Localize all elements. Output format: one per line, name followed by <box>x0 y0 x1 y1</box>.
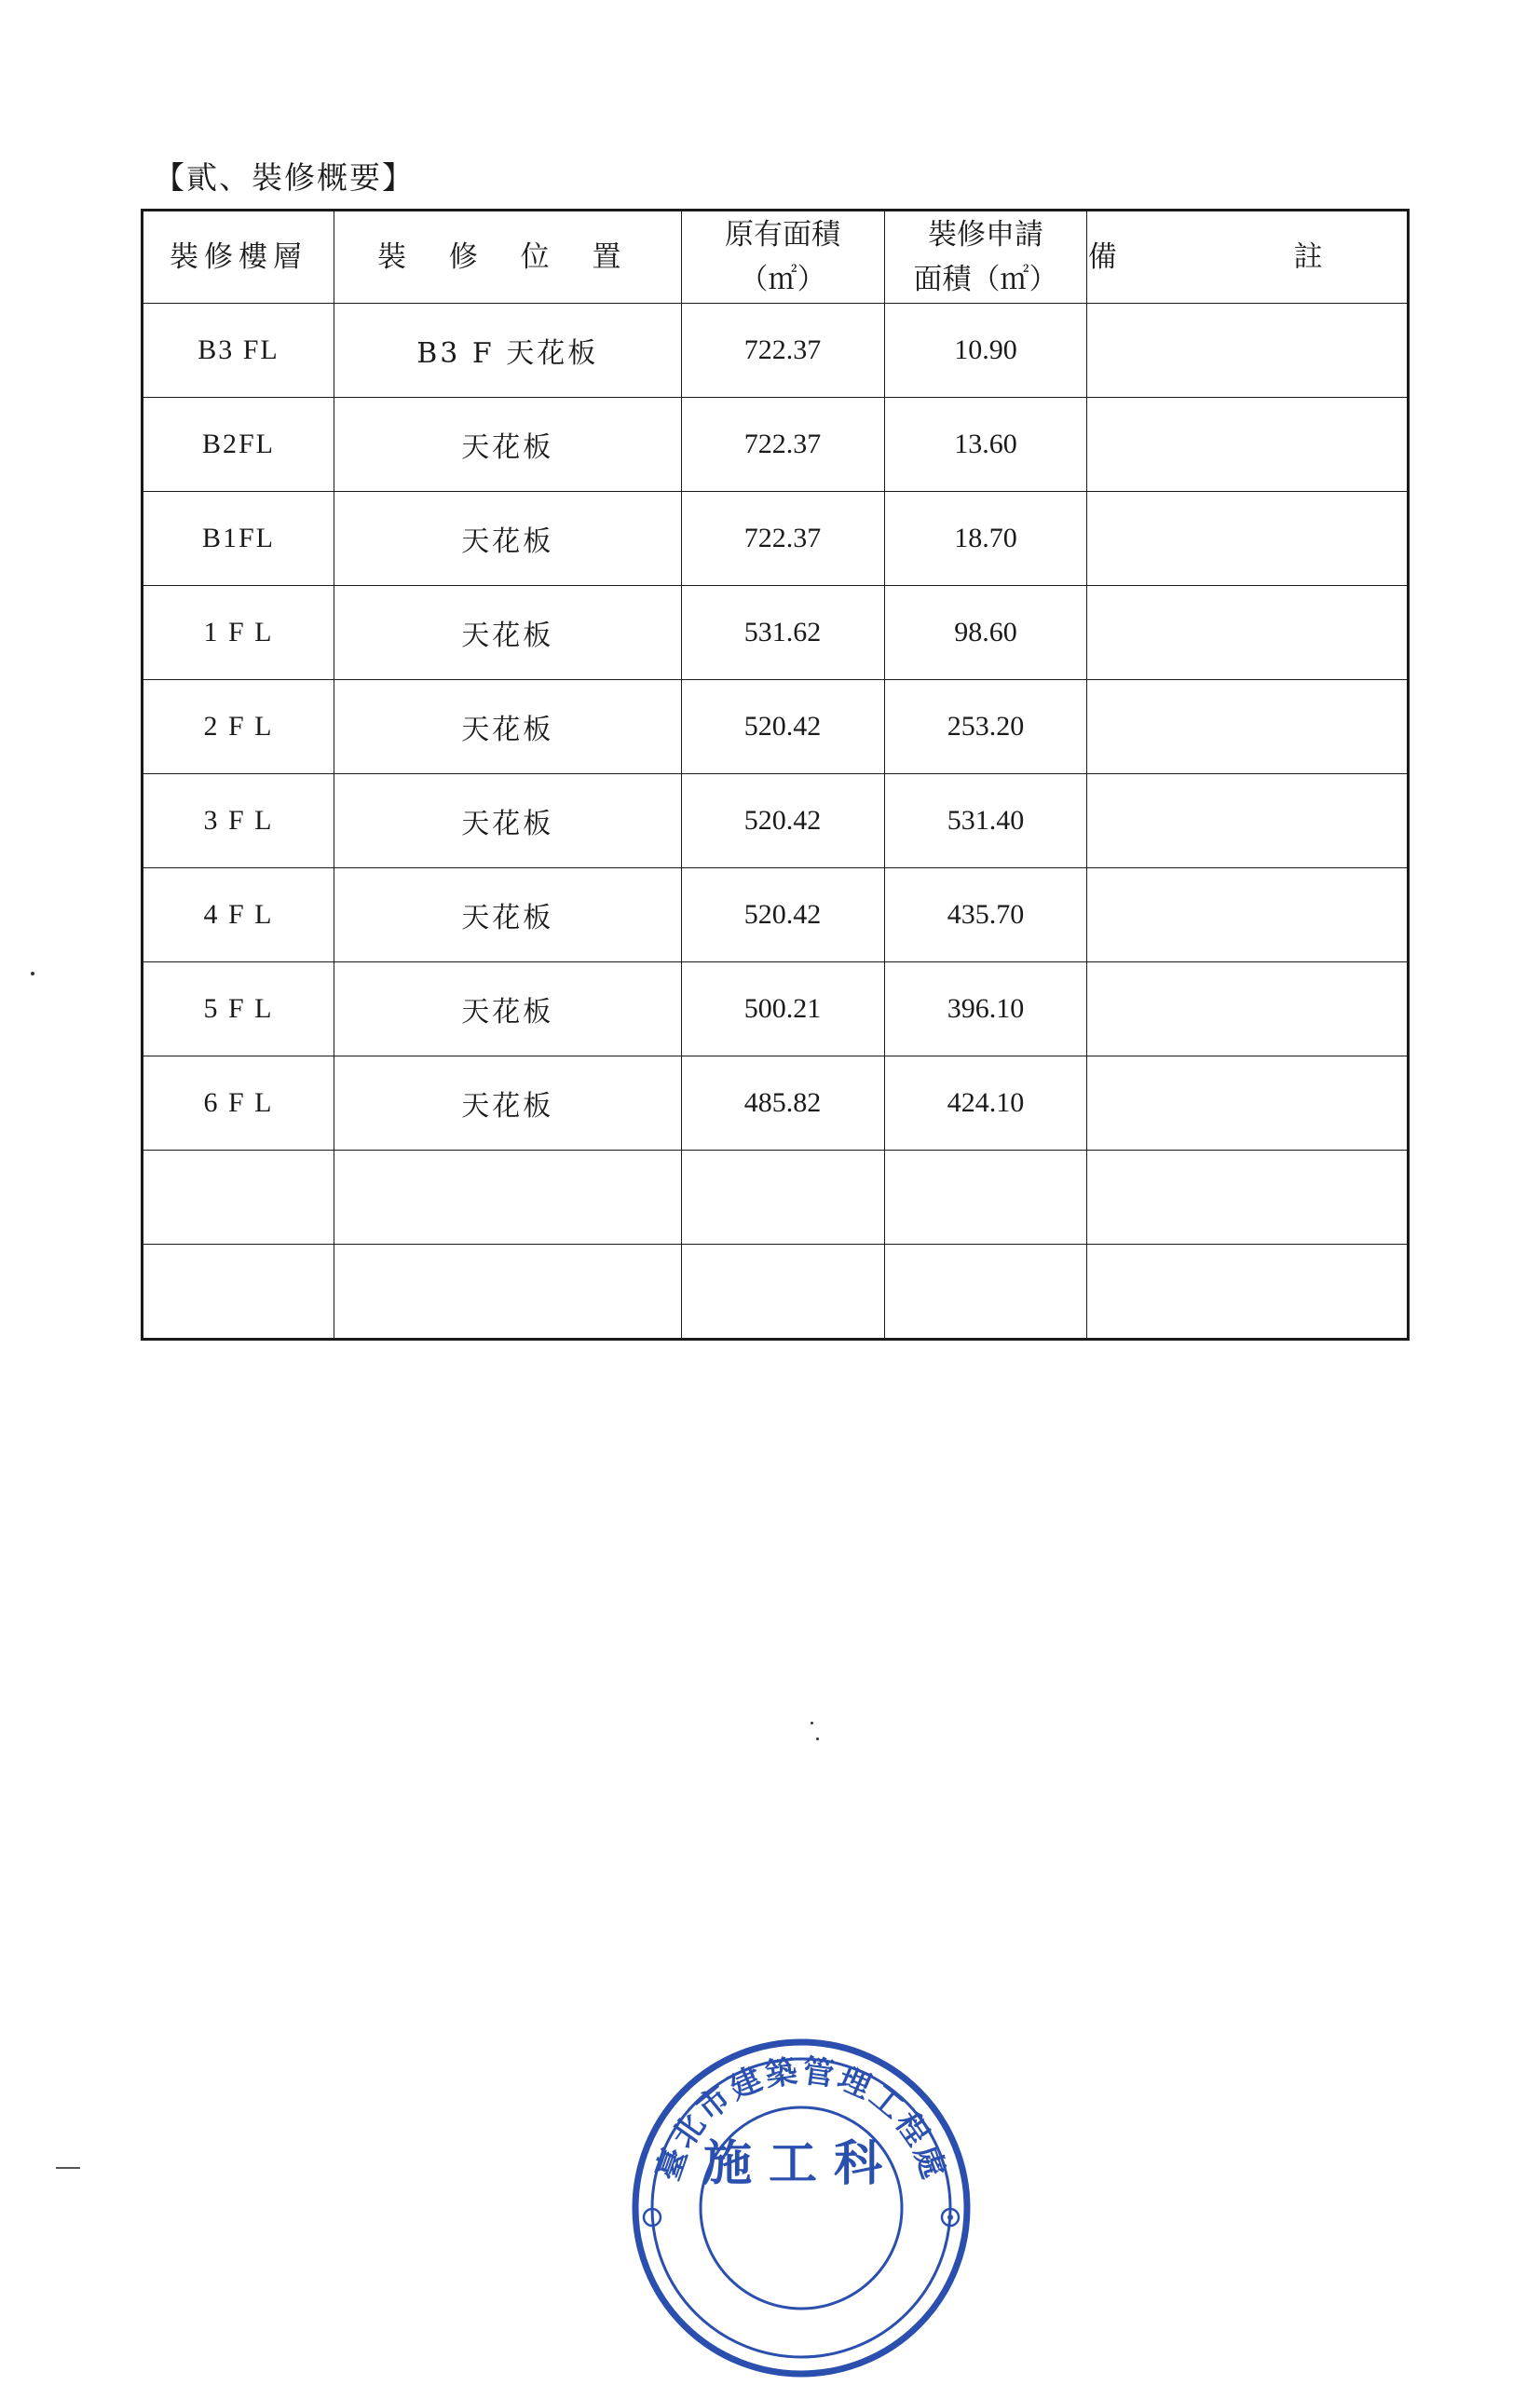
scan-speck <box>816 1738 819 1740</box>
scan-speck <box>811 1722 813 1724</box>
cell-floor: 1 F L <box>143 586 334 680</box>
scan-mark <box>56 2167 80 2169</box>
cell-floor: 6 F L <box>143 1056 334 1151</box>
cell-original-area: 520.42 <box>681 868 884 962</box>
cell-apply-area: 10.90 <box>884 304 1087 398</box>
cell-original-area: 520.42 <box>681 774 884 868</box>
cell-original-area: 500.21 <box>681 962 884 1056</box>
section-title: 【貳、裝修概要】 <box>154 159 415 196</box>
seal-graphic <box>624 2031 978 2385</box>
cell-apply-area: 531.40 <box>884 774 1087 868</box>
table-row <box>143 398 1409 492</box>
cell-floor <box>143 1151 334 1245</box>
cell-remark <box>1087 1056 1409 1151</box>
cell-floor: B3 FL <box>143 304 334 398</box>
cell-position <box>334 1245 681 1340</box>
cell-original-area <box>681 1245 884 1340</box>
cell-apply-area <box>884 1245 1087 1340</box>
cell-remark <box>1087 1151 1409 1245</box>
header-apply-area <box>884 211 1087 304</box>
cell-position: 天花板 <box>334 492 681 586</box>
header-original-area <box>681 211 884 304</box>
seal-center-text: 施工科 <box>702 2135 900 2192</box>
cell-apply-area: 13.60 <box>884 398 1087 492</box>
table-row <box>143 492 1409 586</box>
cell-apply-area: 396.10 <box>884 962 1087 1056</box>
header-original-area-line2: （㎡） <box>739 263 826 296</box>
table-row <box>143 1056 1409 1151</box>
renovation-summary-table <box>141 209 1410 1341</box>
table-row <box>143 962 1409 1056</box>
cell-remark <box>1087 774 1409 868</box>
cell-remark <box>1087 492 1409 586</box>
table-row <box>143 774 1409 868</box>
cell-remark <box>1087 398 1409 492</box>
cell-position: 天花板 <box>334 680 681 774</box>
cell-position: B3 F 天花板 <box>334 304 681 398</box>
cell-apply-area: 435.70 <box>884 868 1087 962</box>
cell-position: 天花板 <box>334 1056 681 1151</box>
header-apply-area-line2: 面積（㎡） <box>913 263 1058 296</box>
cell-position: 天花板 <box>334 868 681 962</box>
scan-speck <box>31 972 34 975</box>
cell-apply-area: 424.10 <box>884 1056 1087 1151</box>
cell-floor <box>143 1245 334 1340</box>
header-floor: 裝修樓層 <box>143 211 334 304</box>
cell-remark <box>1087 1245 1409 1340</box>
cell-apply-area: 18.70 <box>884 492 1087 586</box>
cell-floor: 3 F L <box>143 774 334 868</box>
cell-position <box>334 1151 681 1245</box>
cell-floor: 4 F L <box>143 868 334 962</box>
header-original-area-line1: 原有面積 <box>725 218 841 252</box>
cell-floor: B2FL <box>143 398 334 492</box>
header-remark: 備 註 <box>1087 211 1409 304</box>
table-row <box>143 868 1409 962</box>
seal-arc-text: 臺北市建築管理工程處 <box>649 2052 953 2186</box>
table-row <box>143 586 1409 680</box>
cell-original-area: 520.42 <box>681 680 884 774</box>
cell-original-area <box>681 1151 884 1245</box>
cell-remark <box>1087 304 1409 398</box>
official-seal <box>624 2031 978 2385</box>
table-header-row <box>143 211 1409 304</box>
cell-position: 天花板 <box>334 586 681 680</box>
cell-original-area: 485.82 <box>681 1056 884 1151</box>
cell-floor: 2 F L <box>143 680 334 774</box>
cell-original-area: 722.37 <box>681 398 884 492</box>
cell-floor: 5 F L <box>143 962 334 1056</box>
cell-apply-area <box>884 1151 1087 1245</box>
cell-original-area: 722.37 <box>681 492 884 586</box>
cell-original-area: 531.62 <box>681 586 884 680</box>
cell-remark <box>1087 868 1409 962</box>
cell-apply-area: 253.20 <box>884 680 1087 774</box>
cell-floor: B1FL <box>143 492 334 586</box>
cell-remark <box>1087 962 1409 1056</box>
table-row <box>143 304 1409 398</box>
cell-position: 天花板 <box>334 398 681 492</box>
header-position: 裝 修 位 置 <box>334 211 681 304</box>
table-row <box>143 680 1409 774</box>
header-apply-area-line1: 裝修申請 <box>927 218 1043 252</box>
table-row <box>143 1245 1409 1340</box>
table-row <box>143 1151 1409 1245</box>
cell-remark <box>1087 680 1409 774</box>
cell-position: 天花板 <box>334 962 681 1056</box>
cell-remark <box>1087 586 1409 680</box>
cell-apply-area: 98.60 <box>884 586 1087 680</box>
cell-original-area: 722.37 <box>681 304 884 398</box>
cell-position: 天花板 <box>334 774 681 868</box>
